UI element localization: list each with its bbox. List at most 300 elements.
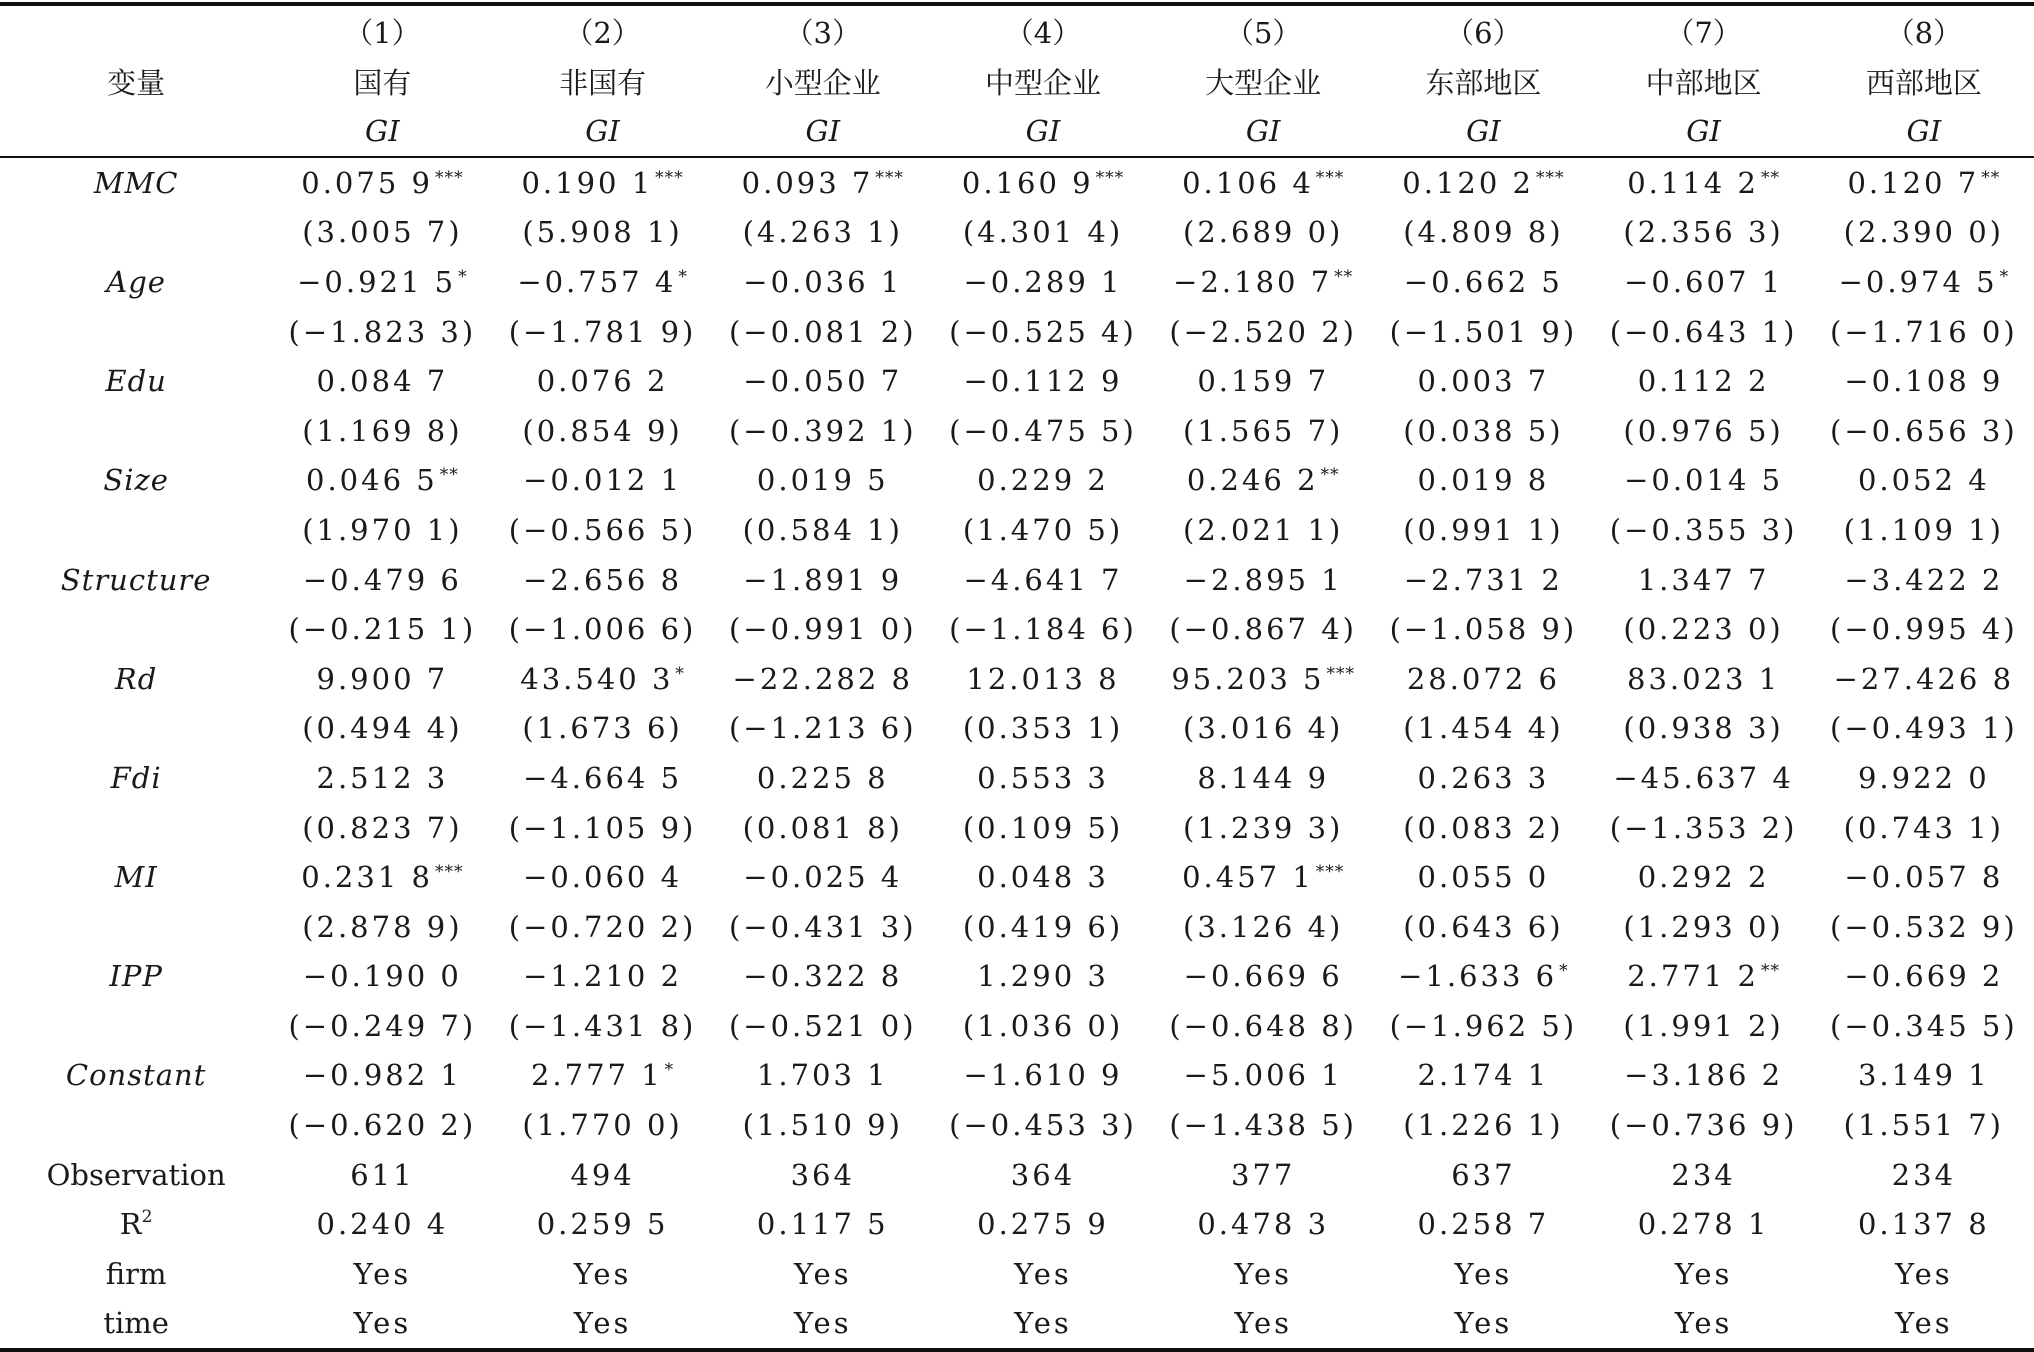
footer-value: Yes	[793, 1306, 852, 1341]
group-name: 西部地区	[1865, 65, 1982, 100]
t-stat-value: (1.109 1)	[1843, 512, 2004, 547]
significance-stars: *	[1559, 961, 1569, 982]
column-number: （2）	[492, 4, 712, 56]
footer-cell	[492, 1299, 712, 1351]
coefficient-cell	[1373, 753, 1593, 803]
t-stat-value: (−1.716 0)	[1830, 314, 2018, 349]
t-stat-cell	[1153, 902, 1373, 952]
t-stat-cell	[713, 604, 933, 654]
column-number: （3）	[713, 4, 933, 56]
coefficient-cell	[1153, 555, 1373, 605]
footer-value: Yes	[1895, 1306, 1953, 1341]
coefficient-value: 9.922 0	[1857, 760, 1990, 795]
dependent-variable: GI	[933, 106, 1153, 157]
significance-stars: *	[1999, 266, 2010, 287]
coefficient-cell	[933, 157, 1153, 208]
coefficient-value: −0.289 1	[963, 264, 1123, 299]
header-blank-cell	[0, 106, 272, 157]
footer-value: 637	[1451, 1157, 1516, 1192]
footer-cell	[713, 1249, 933, 1299]
footer-cell	[272, 1299, 492, 1351]
t-stat-value: (0.223 0)	[1623, 612, 1784, 647]
t-stat-cell	[272, 505, 492, 555]
t-stat-value: (1.470 5)	[962, 512, 1124, 547]
column-number: （6）	[1373, 4, 1593, 56]
t-stat-value: (1.293 0)	[1623, 909, 1784, 944]
t-stat-value: (3.126 4)	[1183, 909, 1344, 944]
coefficient-cell	[1593, 952, 1813, 1002]
coefficient-value: 0.120 2	[1402, 165, 1534, 200]
coefficient-cell	[1153, 852, 1373, 902]
t-stat-cell	[492, 505, 712, 555]
coefficient-value: 0.120 7	[1847, 165, 1980, 200]
dependent-variable: GI	[1814, 106, 2034, 157]
footer-cell	[492, 1150, 712, 1200]
coefficient-value: 0.003 7	[1417, 364, 1550, 399]
coefficient-value: 0.553 3	[977, 760, 1109, 795]
footer-row	[0, 1199, 2034, 1249]
t-stat-value: (−1.823 3)	[288, 314, 477, 349]
footer-cell	[1373, 1199, 1593, 1249]
t-stat-cell	[713, 704, 933, 754]
blank-label-cell	[0, 803, 272, 853]
t-stat-cell	[492, 208, 712, 258]
t-stat-value: (−0.867 4)	[1169, 612, 1357, 647]
coefficient-cell	[492, 456, 712, 506]
header-blank-cell	[0, 4, 272, 56]
footer-cell	[1153, 1299, 1373, 1351]
footer-cell	[1593, 1150, 1813, 1200]
t-stat-value: (0.854 9)	[522, 413, 683, 448]
significance-stars: ***	[655, 167, 684, 188]
t-stat-cell	[1593, 1100, 1813, 1150]
t-stat-cell	[272, 1100, 492, 1150]
group-name: 中部地区	[1645, 65, 1762, 100]
footer-value: Yes	[353, 1256, 412, 1291]
t-stat-cell	[1373, 406, 1593, 456]
variable-name: Constant	[65, 1058, 207, 1093]
t-stat-value: (−0.643 1)	[1609, 314, 1798, 349]
coefficient-cell	[933, 852, 1153, 902]
coefficient-value: 0.231 8	[301, 860, 433, 895]
t-stat-cell	[1373, 208, 1593, 258]
column-number: （8）	[1814, 4, 2034, 56]
dependent-variable: GI	[713, 106, 933, 157]
regression-table	[0, 2, 2034, 1352]
coefficient-row	[0, 356, 2034, 406]
t-stat-value: (3.005 7)	[302, 215, 463, 250]
t-stat-cell	[492, 604, 712, 654]
coefficient-value: −45.637 4	[1613, 760, 1794, 795]
t-stat-cell	[713, 406, 933, 456]
header-row-dependent-variable	[0, 106, 2034, 157]
footer-cell	[713, 1150, 933, 1200]
footer-value: 377	[1231, 1157, 1296, 1192]
t-stat-value: (2.689 0)	[1183, 215, 1344, 250]
coefficient-value: −0.025 4	[743, 860, 903, 895]
coefficient-value: 0.114 2	[1627, 165, 1759, 200]
coefficient-cell	[1373, 157, 1593, 208]
t-stat-row	[0, 704, 2034, 754]
blank-label-cell	[0, 406, 272, 456]
coefficient-cell	[1814, 753, 2034, 803]
coefficient-cell	[1593, 555, 1813, 605]
t-stat-value: (−0.453 3)	[949, 1108, 1137, 1143]
t-stat-value: (−0.392 1)	[728, 413, 917, 448]
t-stat-value: (1.169 8)	[302, 413, 463, 448]
coefficient-cell	[1153, 952, 1373, 1002]
t-stat-value: (−0.566 5)	[508, 512, 697, 547]
coefficient-cell	[492, 555, 712, 605]
t-stat-value: (−1.213 6)	[728, 711, 917, 746]
t-stat-cell	[933, 406, 1153, 456]
t-stat-cell	[1373, 704, 1593, 754]
coefficient-cell	[933, 356, 1153, 406]
coefficient-cell	[1814, 654, 2034, 704]
t-stat-value: (−0.995 4)	[1830, 612, 2018, 647]
t-stat-cell	[272, 704, 492, 754]
t-stat-cell	[713, 902, 933, 952]
coefficient-value: −0.974 5	[1838, 264, 1998, 299]
t-stat-value: (1.991 2)	[1623, 1008, 1784, 1043]
column-number: （4）	[933, 4, 1153, 56]
coefficient-value: −2.656 8	[523, 562, 683, 597]
coefficient-cell	[1593, 356, 1813, 406]
significance-stars: **	[1334, 266, 1354, 287]
t-stat-value: (2.878 9)	[302, 909, 463, 944]
coefficient-value: 0.048 3	[977, 860, 1109, 895]
coefficient-value: 95.203 5	[1171, 661, 1325, 696]
t-stat-value: (−1.431 8)	[508, 1008, 697, 1043]
variable-name: MI	[114, 860, 158, 895]
footer-row	[0, 1299, 2034, 1351]
significance-stars: ***	[1326, 663, 1355, 684]
t-stat-value: (1.673 6)	[522, 711, 683, 746]
footer-value: Yes	[1674, 1306, 1733, 1341]
t-stat-value: (0.419 6)	[962, 909, 1124, 944]
significance-stars: ***	[1315, 167, 1345, 188]
t-stat-cell	[933, 307, 1153, 357]
coefficient-value: −0.662 5	[1403, 264, 1563, 299]
t-stat-cell	[272, 406, 492, 456]
t-stat-cell	[1373, 505, 1593, 555]
t-stat-value: (−1.962 5)	[1389, 1008, 1578, 1043]
t-stat-value: (−0.355 3)	[1609, 512, 1798, 547]
coefficient-value: 0.225 8	[756, 760, 889, 795]
footer-label-text: Observation	[46, 1157, 226, 1192]
coefficient-value: −0.112 9	[963, 364, 1123, 399]
coefficient-value: −1.210 2	[523, 959, 683, 994]
t-stat-cell	[1153, 208, 1373, 258]
footer-cell	[1593, 1199, 1813, 1249]
coefficient-value: −2.731 2	[1403, 562, 1563, 597]
coefficient-value: 0.084 7	[316, 364, 449, 399]
t-stat-value: (−0.648 8)	[1169, 1008, 1357, 1043]
t-stat-cell	[492, 704, 712, 754]
footer-value: 364	[1010, 1157, 1076, 1192]
blank-label-cell	[0, 1100, 272, 1150]
coefficient-cell	[492, 952, 712, 1002]
coefficient-cell	[933, 257, 1153, 307]
t-stat-value: (−0.475 5)	[949, 413, 1137, 448]
coefficient-value: 2.777 1	[530, 1058, 663, 1093]
coefficient-value: 0.075 9	[301, 165, 433, 200]
t-stat-cell	[1593, 902, 1813, 952]
blank-label-cell	[0, 505, 272, 555]
coefficient-cell	[492, 753, 712, 803]
footer-cell	[272, 1150, 492, 1200]
footer-value: Yes	[1454, 1256, 1513, 1291]
t-stat-value: (0.976 5)	[1623, 413, 1784, 448]
t-stat-cell	[1814, 1001, 2034, 1051]
t-stat-value: (0.494 4)	[302, 711, 463, 746]
footer-cell	[1593, 1249, 1813, 1299]
t-stat-cell	[933, 208, 1153, 258]
coefficient-value: −0.060 4	[523, 860, 683, 895]
coefficient-cell	[272, 852, 492, 902]
coefficient-value: 0.190 1	[521, 165, 654, 200]
coefficient-cell	[933, 456, 1153, 506]
coefficient-value: −2.180 7	[1173, 264, 1333, 299]
coefficient-cell	[272, 456, 492, 506]
t-stat-cell	[933, 505, 1153, 555]
t-stat-cell	[272, 902, 492, 952]
t-stat-value: (2.356 3)	[1623, 215, 1784, 250]
t-stat-value: (−2.520 2)	[1169, 314, 1357, 349]
coefficient-cell	[1814, 257, 2034, 307]
t-stat-cell	[1593, 803, 1813, 853]
t-stat-cell	[1153, 803, 1373, 853]
dependent-variable: GI	[1593, 106, 1813, 157]
variable-name: MMC	[93, 165, 179, 200]
t-stat-cell	[1373, 1001, 1593, 1051]
t-stat-value: (0.991 1)	[1403, 512, 1564, 547]
footer-value: 0.259 5	[536, 1207, 669, 1242]
footer-cell	[1814, 1299, 2034, 1351]
footer-row	[0, 1249, 2034, 1299]
t-stat-value: (−0.081 2)	[728, 314, 917, 349]
coefficient-cell	[492, 852, 712, 902]
coefficient-value: 0.263 3	[1417, 760, 1550, 795]
coefficient-cell	[1373, 456, 1593, 506]
coefficient-row	[0, 257, 2034, 307]
dependent-variable: GI	[492, 106, 712, 157]
t-stat-value: (1.510 9)	[742, 1108, 903, 1143]
variable-name: Fdi	[110, 760, 162, 795]
coefficient-value: 0.160 9	[961, 165, 1094, 200]
footer-value: 0.117 5	[756, 1207, 889, 1242]
coefficient-value: −0.057 8	[1844, 860, 2004, 895]
t-stat-cell	[1814, 902, 2034, 952]
variable-name: Age	[106, 264, 166, 299]
t-stat-value: (−0.493 1)	[1830, 711, 2018, 746]
coefficient-row	[0, 555, 2034, 605]
coefficient-value: −4.641 7	[963, 562, 1123, 597]
coefficient-cell	[713, 157, 933, 208]
t-stat-value: (−1.105 9)	[508, 810, 697, 845]
t-stat-cell	[1373, 1100, 1593, 1150]
t-stat-value: (2.021 1)	[1183, 512, 1344, 547]
t-stat-value: (−0.720 2)	[508, 909, 697, 944]
coefficient-value: 2.174 1	[1417, 1058, 1550, 1093]
variable-name: Size	[103, 463, 169, 498]
group-name: 东部地区	[1425, 65, 1542, 100]
footer-cell	[713, 1199, 933, 1249]
footer-value: Yes	[1234, 1256, 1293, 1291]
footer-label	[0, 1199, 272, 1249]
header-row-column-numbers	[0, 4, 2034, 56]
coefficient-row	[0, 456, 2034, 506]
t-stat-cell	[272, 307, 492, 357]
coefficient-cell	[1373, 852, 1593, 902]
coefficient-value: −0.322 8	[743, 959, 903, 994]
t-stat-cell	[933, 604, 1153, 654]
footer-cell	[1373, 1249, 1593, 1299]
t-stat-value: (5.908 1)	[522, 215, 683, 250]
coefficient-cell	[1593, 852, 1813, 902]
t-stat-value: (−1.058 9)	[1389, 612, 1578, 647]
coefficient-value: −0.479 6	[302, 562, 462, 597]
t-stat-cell	[1814, 803, 2034, 853]
footer-value: 0.278 1	[1637, 1207, 1770, 1242]
coefficient-value: −0.012 1	[523, 463, 683, 498]
coefficient-row	[0, 157, 2034, 208]
coefficient-value: 0.019 5	[756, 463, 889, 498]
footer-value: 0.275 9	[977, 1207, 1109, 1242]
t-stat-cell	[492, 406, 712, 456]
dependent-variable: GI	[272, 106, 492, 157]
t-stat-value: (−1.781 9)	[508, 314, 697, 349]
coefficient-value: 12.013 8	[966, 661, 1120, 696]
coefficient-cell	[713, 952, 933, 1002]
table-header	[0, 4, 2034, 157]
footer-value: Yes	[1014, 1256, 1072, 1291]
coefficient-cell	[272, 952, 492, 1002]
significance-stars: *	[678, 266, 688, 287]
t-stat-cell	[933, 902, 1153, 952]
column-number: （1）	[272, 4, 492, 56]
blank-label-cell	[0, 604, 272, 654]
coefficient-row	[0, 952, 2034, 1002]
coefficient-value: −0.108 9	[1844, 364, 2004, 399]
coefficient-cell	[1153, 654, 1373, 704]
t-stat-value: (0.584 1)	[742, 512, 903, 547]
t-stat-cell	[1153, 1001, 1373, 1051]
coefficient-cell	[272, 356, 492, 406]
t-stat-cell	[1153, 406, 1373, 456]
t-stat-cell	[1814, 604, 2034, 654]
coefficient-value: −3.422 2	[1844, 562, 2004, 597]
coefficient-value: 0.229 2	[977, 463, 1109, 498]
t-stat-cell	[933, 704, 1153, 754]
blank-label-cell	[0, 704, 272, 754]
coefficient-value: −0.982 1	[302, 1058, 462, 1093]
blank-label-cell	[0, 1001, 272, 1051]
footer-value: Yes	[573, 1256, 632, 1291]
dependent-variable: GI	[1153, 106, 1373, 157]
coefficient-cell	[1153, 257, 1373, 307]
blank-label-cell	[0, 307, 272, 357]
footer-cell	[492, 1199, 712, 1249]
coefficient-cell	[1153, 157, 1373, 208]
t-stat-value: (−1.438 5)	[1169, 1108, 1357, 1143]
variable-name: Edu	[105, 364, 167, 399]
t-stat-value: (1.970 1)	[302, 512, 463, 547]
t-stat-cell	[933, 1100, 1153, 1150]
coefficient-cell	[272, 654, 492, 704]
t-stat-value: (0.083 2)	[1403, 810, 1564, 845]
coefficient-cell	[713, 356, 933, 406]
t-stat-value: (2.390 0)	[1843, 215, 2004, 250]
coefficient-cell	[1153, 753, 1373, 803]
t-stat-row	[0, 902, 2034, 952]
coefficient-value: −1.891 9	[743, 562, 903, 597]
coefficient-value: 0.046 5	[306, 463, 438, 498]
footer-value: Yes	[1014, 1306, 1072, 1341]
coefficient-cell	[713, 852, 933, 902]
t-stat-value: (−0.991 0)	[728, 612, 917, 647]
coefficient-value: −5.006 1	[1183, 1058, 1343, 1093]
t-stat-value: (1.454 4)	[1403, 711, 1564, 746]
footer-value: 611	[350, 1157, 415, 1192]
coefficient-cell	[1593, 257, 1813, 307]
t-stat-cell	[1593, 604, 1813, 654]
t-stat-value: (0.081 8)	[742, 810, 903, 845]
coefficient-value: 1.347 7	[1637, 562, 1770, 597]
footer-value: 234	[1891, 1157, 1957, 1192]
variable-name: Rd	[114, 661, 158, 696]
coefficient-cell	[492, 257, 712, 307]
footer-cell	[1153, 1199, 1373, 1249]
footer-cell	[1814, 1199, 2034, 1249]
coefficient-value: 0.292 2	[1637, 860, 1770, 895]
coefficient-cell	[1593, 654, 1813, 704]
t-stat-cell	[713, 307, 933, 357]
coefficient-value: −0.036 1	[743, 264, 903, 299]
coefficient-cell	[933, 753, 1153, 803]
coefficient-cell	[1373, 356, 1593, 406]
t-stat-cell	[713, 1001, 933, 1051]
coefficient-cell	[1593, 157, 1813, 208]
significance-stars: ***	[1535, 167, 1565, 188]
group-name: 小型企业	[764, 65, 881, 100]
coefficient-value: 0.055 0	[1417, 860, 1550, 895]
coefficient-value: −2.895 1	[1183, 562, 1343, 597]
column-number: （7）	[1593, 4, 1813, 56]
t-stat-cell	[933, 1001, 1153, 1051]
coefficient-row	[0, 852, 2034, 902]
t-stat-value: (0.038 5)	[1403, 413, 1564, 448]
t-stat-cell	[272, 208, 492, 258]
coefficient-value: −0.050 7	[743, 364, 903, 399]
footer-cell	[1814, 1249, 2034, 1299]
group-name: 国有	[353, 65, 412, 100]
t-stat-value: (1.239 3)	[1183, 810, 1344, 845]
t-stat-cell	[1593, 406, 1813, 456]
footer-cell	[933, 1150, 1153, 1200]
coefficient-value: 28.072 6	[1406, 661, 1560, 696]
significance-stars: ***	[434, 167, 464, 188]
t-stat-row	[0, 803, 2034, 853]
footer-label-text: time	[103, 1306, 169, 1341]
t-stat-value: (0.109 5)	[962, 810, 1124, 845]
footer-cell	[933, 1299, 1153, 1351]
t-stat-cell	[713, 505, 933, 555]
footer-label-text: firm	[105, 1256, 167, 1291]
significance-stars: ***	[875, 167, 904, 188]
t-stat-cell	[713, 803, 933, 853]
footer-cell	[933, 1249, 1153, 1299]
